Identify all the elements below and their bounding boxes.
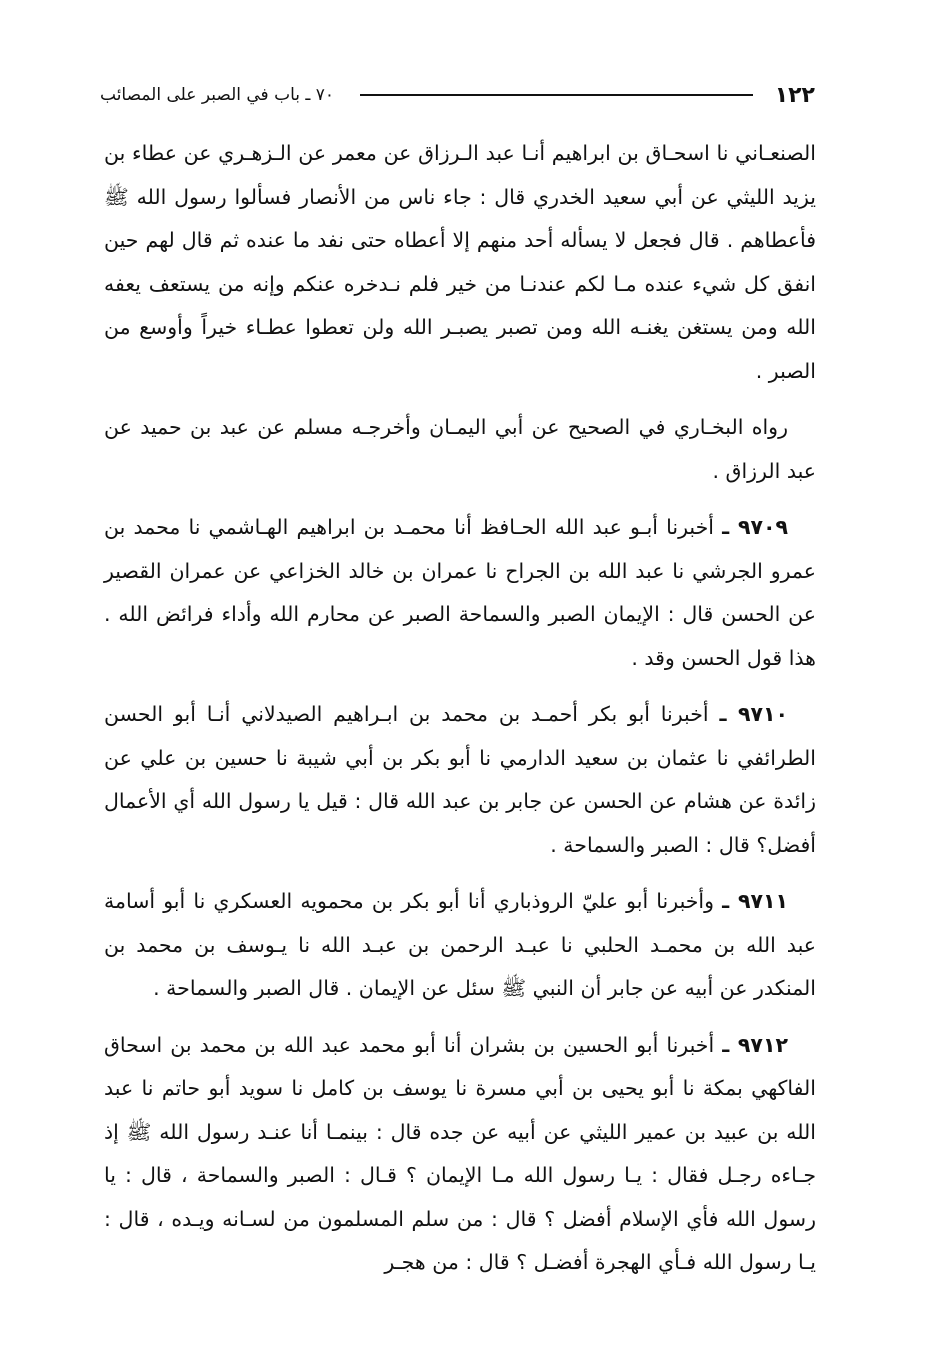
paragraph-text: وأخبرنا أبو عليّ الروذباري أنا أبو بكر بن محمويه العسكري نا أبو أسامة عبد الله بن محمـد الحلبي نا عبـد الرحمن بن عبـد الله نا يـوسف بن محمد بن المنكدر عن أبيه عن جابر أن النبي ﷺ سئل عن الإيمان . قال الصبر والسماحة . <box>104 889 816 1000</box>
paragraph-text: أخبرنا أبو الحسين بن بشران أنا أبو محمد عبد الله بن محمد بن اسحاق الفاكهي بمكة نا أبو يحيى بن أبي مسرة نا يوسف بن كامل نا سويد أبو حاتم نا عبد الله بن عبيد بن عمير الليثي عن أبيه عن جده قال : بينمـا أنا عنـد رسول الله ﷺ إذ جـاءه رجـل فقال : يـا رسول الله مـا الإيمان ؟ قـال : الصبر والسماحة ، قال : يا رسول الله فأي الإسلام أفضل ؟ قال : من سلم المسلمون من لسـانه ويـده ، قال : يـا رسول الله فـأي الهجرة أفضـل ؟ قال : من هجـر <box>104 1032 816 1274</box>
chapter-title: ٧٠ ـ باب في الصبر على المصائب <box>100 85 335 105</box>
paragraph-text: الصنعـاني نا اسحـاق بن ابراهيم أنـا عبد الـرزاق عن معمر عن الـزهـري عن عطاء بن يزيد الليثي عن أبي سعيد الخدري قال : جاء ناس من الأنصار فسألوا رسول الله ﷺ فأعطاهم . قال فجعل لا يسأله أحد منهم إلا أعطاه حتى نفد ما عنده ثم قال لهم حين انفق كل شيء عنده مـا لكم عندنـا من خير فلم نـدخره عنكم وإنه من يستعف يعفه الله ومن يستغن يغنـه الله ومن تصبر يصبـر الله ولن تعطوا عطـاء خيراً وأوسع من الصبر . <box>104 141 816 383</box>
hadith-9712 <box>104 1024 816 1285</box>
body-text <box>104 132 816 1298</box>
page-number: ١٢٢ <box>774 82 815 108</box>
hadith-number: ٩٧١١ ـ <box>722 889 788 913</box>
paragraph-text: أخبرنا أبـو عبد الله الحـافظ أنا محمـد بن ابراهيم الهـاشمي نا محمد بن عمرو الجرشي نا عبد الله بن الجراح نا عمران بن خالد الخزاعي عن عمران القصير عن الحسن قال : الإيمان الصبر والسماحة الصبر عن محارم الله وأداء فرائض الله . هذا قول الحسن وقد . <box>104 515 816 670</box>
hadith-9710 <box>104 693 816 867</box>
hadith-number: ٩٧٠٩ ـ <box>722 515 788 539</box>
paragraph-attribution <box>104 406 816 493</box>
paragraph-text: أخبرنا أبو بكر أحمـد بن محمد بن ابـراهيم الصيدلاني أنـا أبو الحسن الطرائفي نا عثمان بن سعيد الدارمي نا أبو بكر بن أبي شيبة نا حسين بن علي عن زائدة عن هشام عن الحسن عن جابر بن عبد الله قال : قيل يا رسول الله أي الأعمال أفضل؟ قال : الصبر والسماحة . <box>104 702 816 857</box>
header-rule <box>360 94 753 96</box>
hadith-number: ٩٧١٢ ـ <box>722 1032 788 1057</box>
hadith-9709 <box>104 506 816 680</box>
hadith-number: ٩٧١٠ ـ <box>719 702 788 726</box>
paragraph-text: رواه البخـاري في الصحيح عن أبي اليمـان وأخرجـه مسلم عن عبد بن حميد عن عبد الرزاق . <box>104 415 816 483</box>
running-header <box>100 78 815 112</box>
hadith-9711 <box>104 880 816 1011</box>
paragraph-continuation <box>104 132 816 393</box>
